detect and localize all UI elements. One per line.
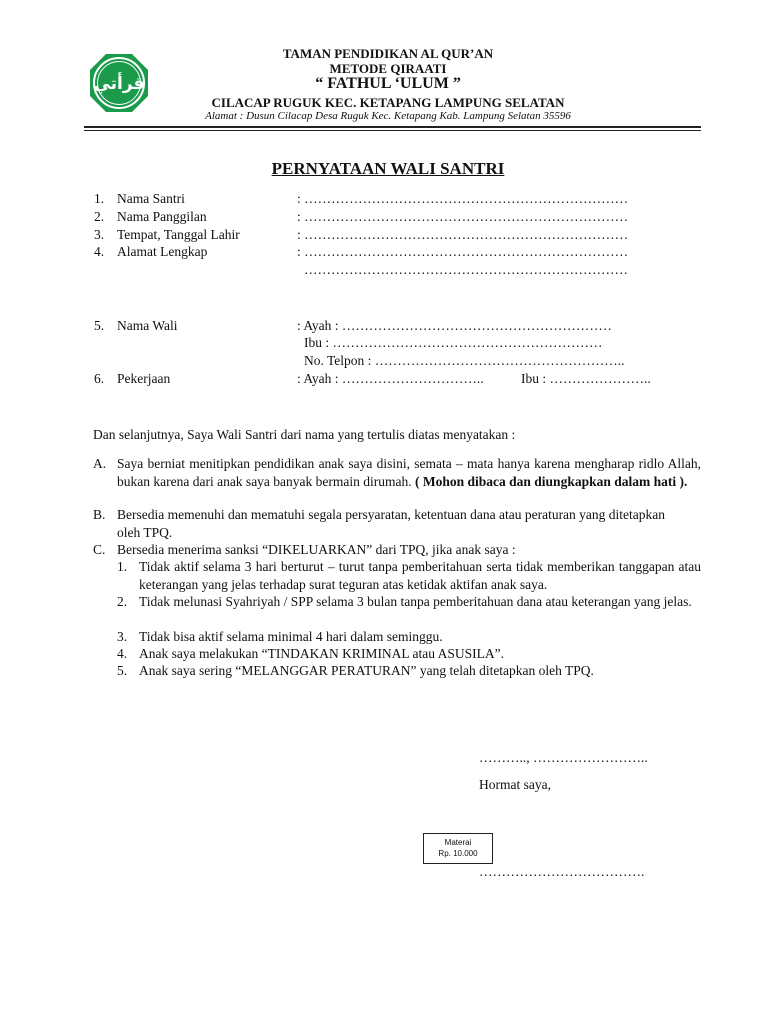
- field-label-nama-wali: Nama Wali: [117, 318, 178, 333]
- statement-intro: Dan selanjutnya, Saya Wali Santri dari nama yang tertulis diatas menyatakan :: [93, 427, 516, 442]
- header-divider-thin: [84, 130, 701, 131]
- statement-b: Bersedia memenuhi dan mematuhi segala persyaratan, ketentuan dana atau peraturan yang ditetapkan oleh TPQ.: [117, 507, 666, 540]
- field-label-alamat: Alamat Lengkap: [117, 244, 208, 259]
- statement-letter-a: A.: [93, 456, 107, 471]
- field-value-ayah[interactable]: : Ayah : ……………………………………………………: [297, 318, 612, 333]
- institution-type: TAMAN PENDIDIKAN AL QUR’AN: [282, 46, 494, 61]
- field-number: 3.: [94, 227, 105, 242]
- stamp-value: Rp. 10.000: [438, 849, 478, 858]
- stamp-duty-box: [423, 833, 493, 864]
- list-item: Anak saya sering “MELANGGAR PERATURAN” yang telah ditetapkan oleh TPQ.: [139, 663, 594, 678]
- field-number: 1.: [94, 191, 105, 206]
- field-value-ibu[interactable]: Ibu : ……………………………………………………: [304, 335, 603, 350]
- statement-letter-b: B.: [93, 507, 106, 522]
- field-value-nama-santri[interactable]: : ………………………………………………………………: [297, 191, 629, 206]
- field-value-alamat-line2[interactable]: ………………………………………………………………: [304, 262, 628, 277]
- field-number: 2.: [94, 209, 105, 224]
- field-label-nama-santri: Nama Santri: [117, 191, 185, 206]
- field-number: 4.: [94, 244, 105, 259]
- statement-letter-c: C.: [93, 542, 106, 557]
- logo-calligraphy: قرأتي: [93, 74, 145, 94]
- place-date-field[interactable]: ……….., ……………………..: [479, 750, 648, 765]
- institution-address: Alamat : Dusun Cilacap Desa Ruguk Kec. Ketapang Kab. Lampung Selatan 35596: [205, 110, 571, 122]
- list-item-number: 2.: [117, 594, 128, 609]
- field-value-pekerjaan-ibu[interactable]: Ibu : …………………..: [521, 371, 651, 386]
- list-item: Tidak bisa aktif selama minimal 4 hari dalam seminggu.: [139, 629, 443, 644]
- field-label-ttl: Tempat, Tanggal Lahir: [117, 227, 240, 242]
- list-item: Anak saya melakukan “TINDAKAN KRIMINAL atau ASUSILA”.: [139, 646, 505, 661]
- statement-a-text: Saya berniat menitipkan pendidikan anak saya disini, semata – mata hanya karena mengharap ridlo Allah, bukan karena dari anak saya banyak bermain dirumah.: [117, 456, 701, 489]
- field-label-pekerjaan: Pekerjaan: [117, 371, 171, 386]
- list-item-number: 1.: [117, 559, 128, 574]
- statement-a-note: ( Mohon dibaca dan diungkapkan dalam hati ).: [415, 473, 688, 489]
- institution-location: CILACAP RUGUK KEC. KETAPANG LAMPUNG SELATAN: [211, 95, 565, 110]
- institution-method: METODE QIRAATI: [329, 61, 447, 76]
- field-value-nama-panggilan[interactable]: : ………………………………………………………………: [297, 209, 629, 224]
- institution-name: “ FATHUL ‘ULUM ”: [315, 75, 461, 92]
- list-item-number: 5.: [117, 663, 128, 678]
- statement-c: Bersedia menerima sanksi “DIKELUARKAN” dari TPQ, jika anak saya :: [117, 542, 516, 557]
- field-label-nama-panggilan: Nama Panggilan: [117, 209, 207, 224]
- field-value-pekerjaan-ayah[interactable]: : Ayah : …………………………..: [297, 371, 484, 386]
- document-title: PERNYATAAN WALI SANTRI: [271, 159, 505, 178]
- field-number: 6.: [94, 371, 105, 386]
- list-item-number: 4.: [117, 646, 128, 661]
- field-value-alamat[interactable]: : ………………………………………………………………: [297, 244, 629, 259]
- statement-a: [117, 455, 701, 490]
- signature-name-field[interactable]: ……………………………….: [479, 864, 645, 879]
- stamp-label: Materai: [444, 838, 472, 847]
- list-item-number: 3.: [117, 629, 128, 644]
- field-number: 5.: [94, 318, 105, 333]
- field-value-ttl[interactable]: : ………………………………………………………………: [297, 227, 629, 242]
- list-item: Tidak melunasi Syahriyah / SPP selama 3 bulan tanpa pemberitahuan dana atau keterangan yang jelas.: [139, 594, 692, 609]
- closing-text: Hormat saya,: [479, 777, 551, 792]
- header-divider-thick: [84, 126, 701, 128]
- list-item: Tidak aktif selama 3 hari berturut – turut tanpa pemberitahuan serta tidak memberikan tanggapan atau keterangan yang jelas terhadap surat teguran atas ketidak aktifan anak saya.: [139, 559, 701, 592]
- field-value-telpon[interactable]: No. Telpon : ………………………………………………..: [304, 353, 625, 368]
